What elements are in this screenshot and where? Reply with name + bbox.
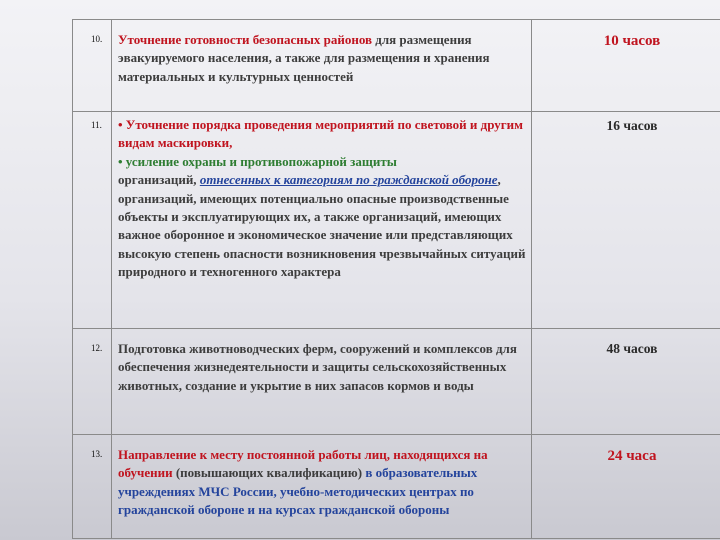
description-text: (повышающих квалификацию)	[172, 465, 366, 481]
row-duration: 16 часов	[606, 118, 658, 133]
column-divider	[531, 112, 532, 328]
row-duration: 48 часов	[606, 341, 658, 356]
column-divider	[531, 20, 532, 111]
table-row	[73, 20, 720, 112]
description-red: • Уточнение порядка проведения мероприятий по световой и другим видам маскировки,	[118, 117, 524, 151]
row-number: 13.	[91, 449, 103, 459]
column-divider	[111, 112, 112, 328]
row-description: Подготовка животноводческих ферм, сооружений и комплексов для обеспечения жизнедеятельности и защиты сельскохозяйственных животных, создание и укрытие в них запасов кормов и воды	[118, 341, 517, 393]
row-duration: 24 часа	[607, 448, 657, 464]
column-divider	[111, 435, 112, 538]
table-row	[73, 112, 720, 329]
row-description	[118, 446, 530, 520]
description-link: отнесенных к категориям по гражданской обороне	[199, 172, 498, 188]
table-row	[73, 435, 720, 538]
row-duration: 10 часов	[603, 33, 661, 49]
column-divider	[111, 20, 112, 111]
description-green: • усиление охраны и противопожарной защиты	[118, 153, 397, 169]
measures-table	[72, 19, 720, 539]
table-row	[73, 329, 720, 435]
row-description	[118, 31, 530, 86]
description-highlight: Уточнение готовности безопасных районов	[118, 32, 373, 47]
row-number: 11.	[91, 120, 102, 130]
column-divider	[111, 329, 112, 434]
row-number: 12.	[91, 343, 103, 353]
row-description	[118, 116, 530, 282]
description-red: Направление к месту постоянной работы лиц, находящихся на обучении	[118, 447, 488, 481]
description-text-rest: , организаций, имеющих потенциально опасные производственные объекты и эксплуатирующих их, а также организаций, имеющих важное оборонное и экономическое значение или представляющих высокую степень опасности возникновения чрезвычайных ситуаций природного и техногенного характера	[118, 172, 526, 280]
description-text: организаций,	[118, 172, 197, 188]
description-blue: в образовательных учреждениях МЧС России, учебно-методических центрах по гражданской обороне и на курсах гражданской обороны	[118, 465, 478, 518]
row-number: 10.	[91, 34, 103, 44]
column-divider	[531, 329, 532, 434]
column-divider	[531, 435, 532, 538]
description-text: для размещения эвакуируемого населения, а также для размещения и хранения материальных и культурных ценностей	[118, 32, 490, 84]
